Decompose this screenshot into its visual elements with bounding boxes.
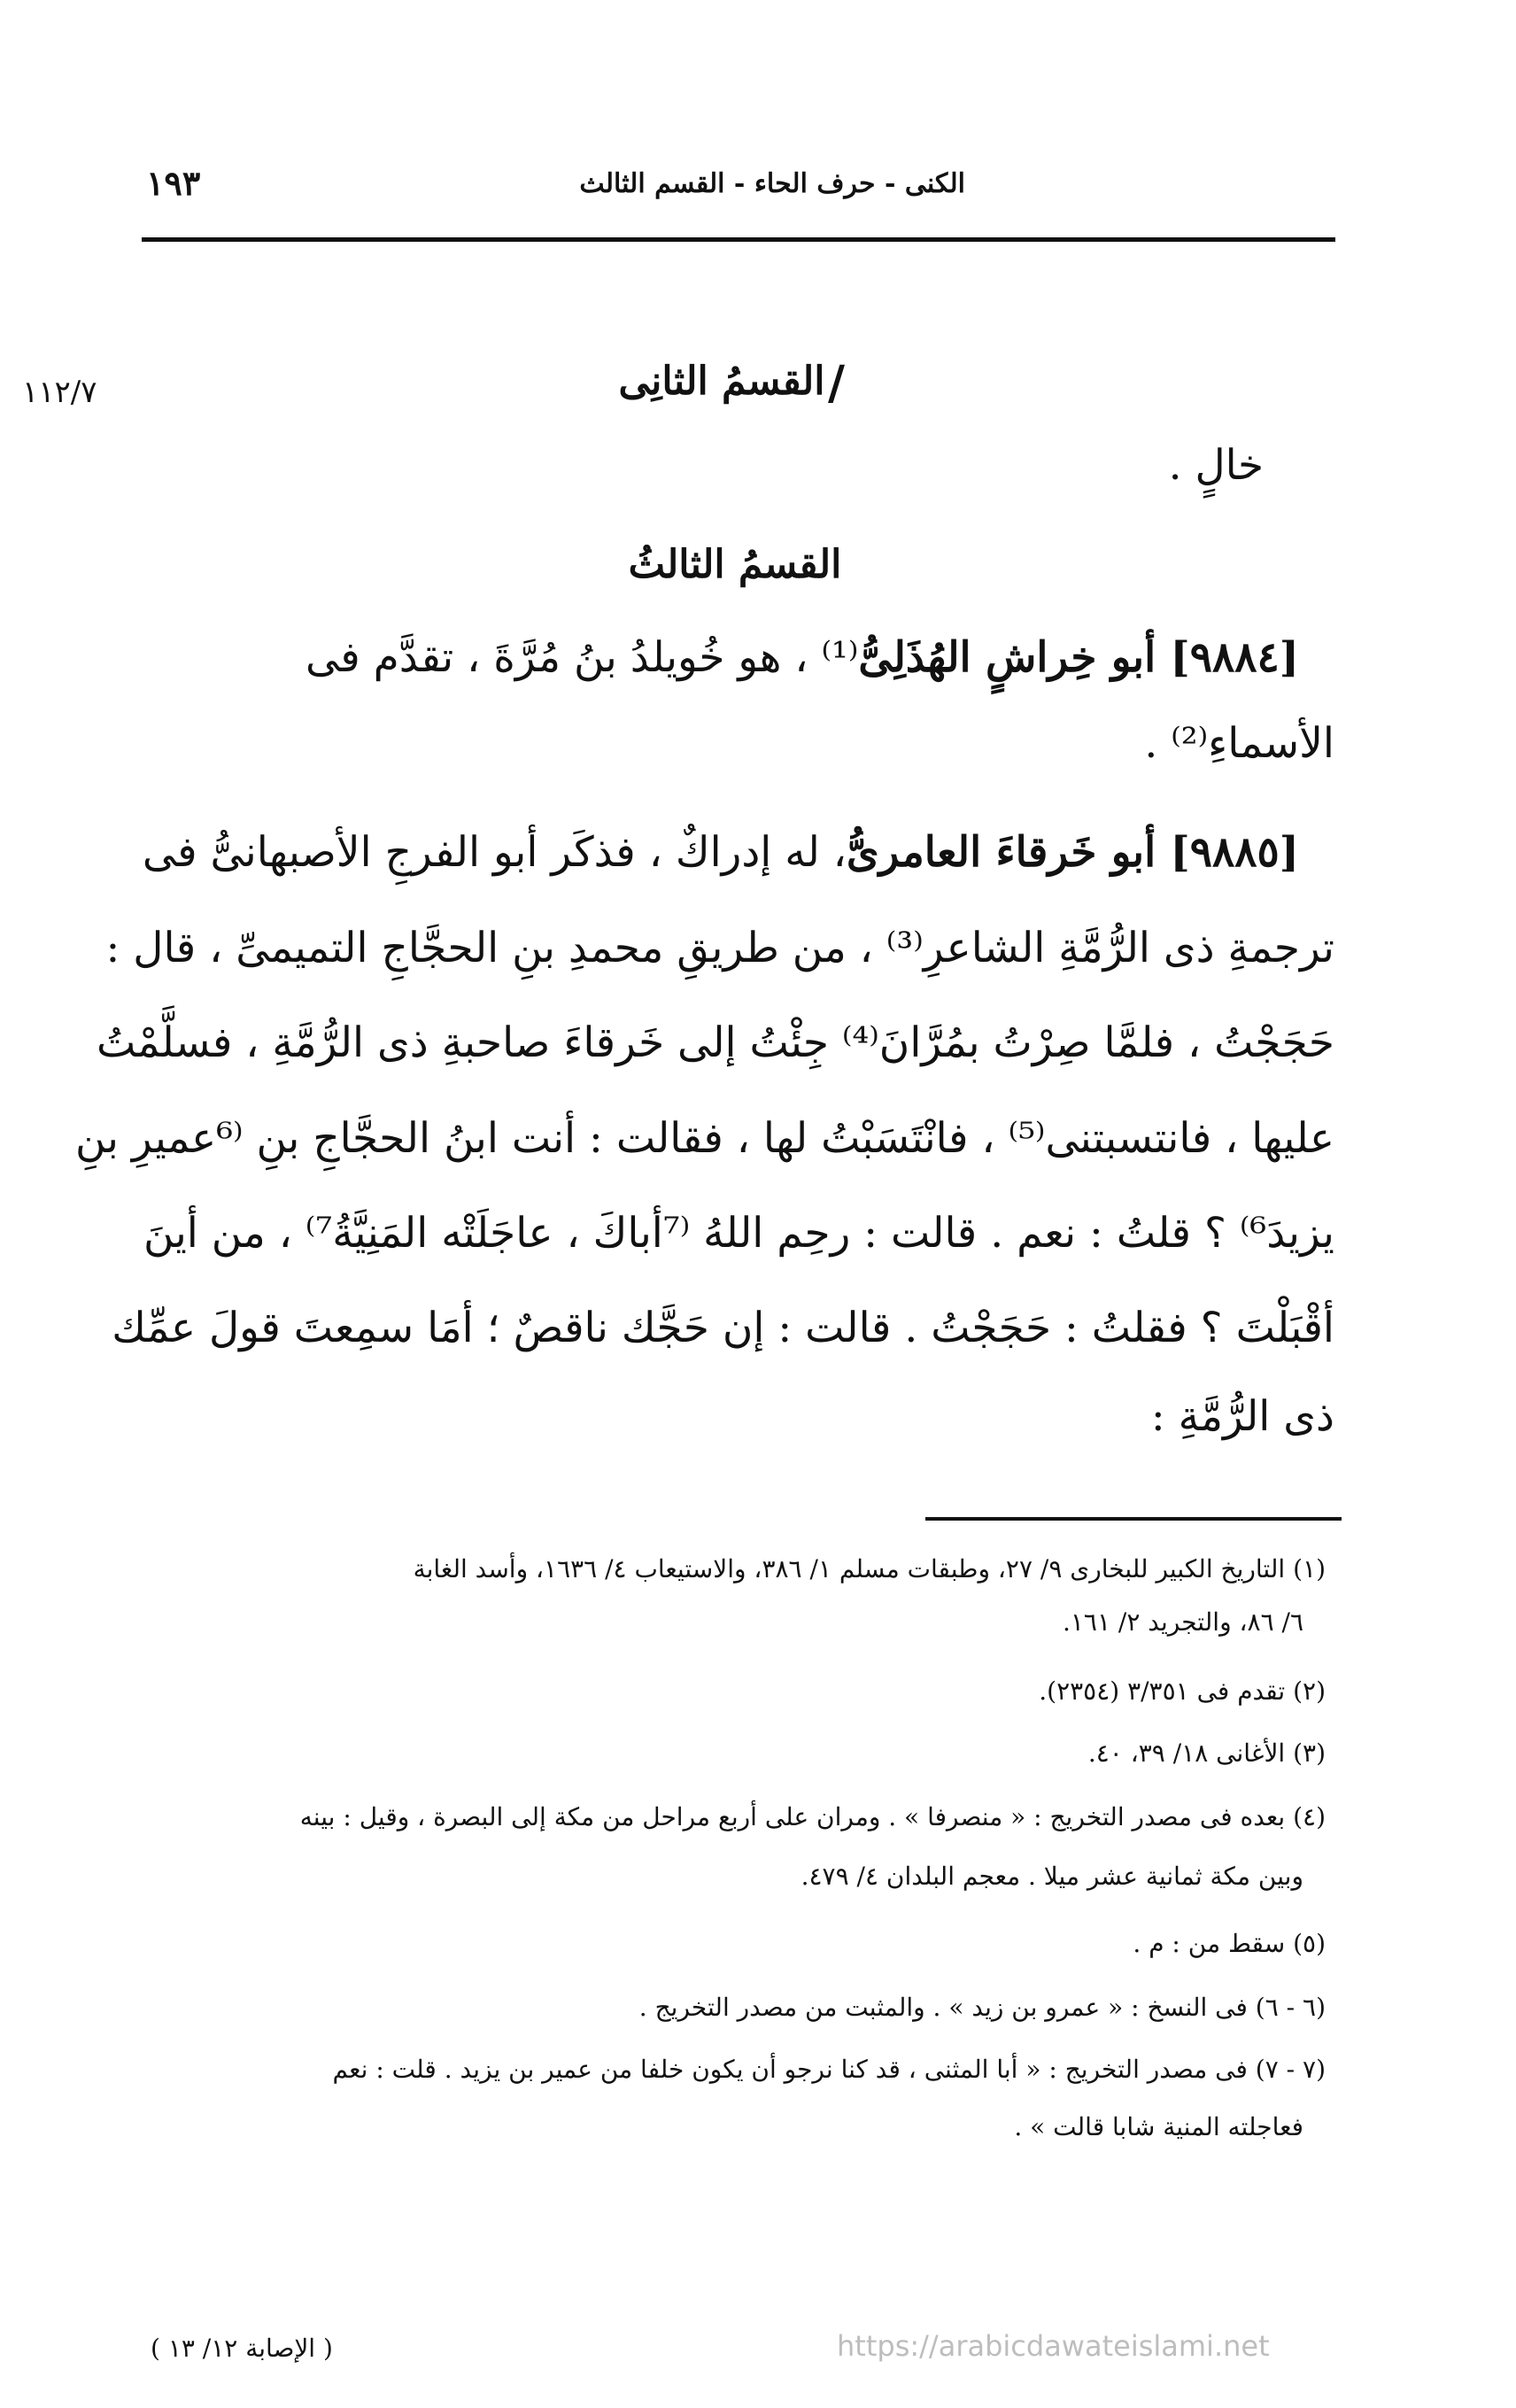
line-text: ، له إدراكٌ ، فذكَر أبو الفرجِ الأصبهانىُّ فى xyxy=(142,828,847,877)
running-header xyxy=(142,163,1335,213)
footnote-line: ٦/ ٨٦، والتجريد ٢/ ١٦١. xyxy=(1062,1607,1303,1637)
footnote-line: (٥) سقط من : م . xyxy=(1133,1929,1326,1958)
footnote-line: فعاجلته المنية شابا قالت » . xyxy=(1014,2112,1303,2141)
watermark-url: https://arabicdawateislami.net xyxy=(837,2329,1270,2363)
line-text: حَجَجْتُ ، فلمَّا صِرْتُ بمُرَّانَ⁽⁴⁾ جِئْتُ إلى خَرقاءَ صاحبةِ ذى الرُّمَّةِ ، فسلَّمْتُ xyxy=(97,1018,1334,1067)
body-line xyxy=(112,1304,1334,1352)
body-line xyxy=(143,828,1299,877)
footnote-line: (١) التاريخ الكبير للبخارى ٩/ ٢٧، وطبقات مسلم ١/ ٣٨٦، والاستيعاب ٤/ ١٦٣٦، وأسد الغابة xyxy=(413,1554,1326,1583)
line-text: ترجمةِ ذى الرُّمَّةِ الشاعرِ⁽³⁾ ، من طريقِ محمدِ بنِ الحجَّاجِ التميمىِّ ، قال : xyxy=(105,924,1334,972)
line-text: عليها ، فانتسبتنى⁽⁵⁾ ، فانْتَسَبْتُ لها ، فقالت : أنت ابنُ الحجَّاجِ بنِ ⁽⁶عميرِ بنِ xyxy=(75,1114,1334,1163)
footnote-line: (٦ - ٦) فى النسخ : « عمرو بن زيد » . والمثبت من مصدر التخريج . xyxy=(638,1993,1326,2022)
body-line xyxy=(97,1018,1334,1067)
section-three-heading: القسمُ الثالثُ xyxy=(628,542,842,587)
footnote-rule xyxy=(925,1517,1342,1521)
body-line xyxy=(1144,719,1334,768)
body-line xyxy=(143,1209,1334,1258)
footnote-line: (٢) تقدم فى ٣/٣٥١ (٢٣٥٤). xyxy=(1039,1676,1326,1706)
source-reference: ( الإصابة ١٢/ ١٣ ) xyxy=(151,2334,333,2363)
footnote-line: وبين مكة ثمانية عشر ميلا . معجم البلدان ٤/ ٤٧٩. xyxy=(801,1862,1303,1891)
page-number: ١٩٣ xyxy=(146,163,201,203)
footnote-line: (٣) الأغانى ١٨/ ٣٩، ٤٠. xyxy=(1087,1738,1326,1768)
line-text: ⁽¹⁾ ، هو خُويلدُ بنُ مُرَّةَ ، تقدَّم فى xyxy=(306,633,859,682)
line-text: ذى الرُّمَّةِ : xyxy=(1150,1392,1334,1441)
body-line xyxy=(1151,1392,1334,1441)
body-line xyxy=(106,924,1334,972)
line-text: الأسماءِ⁽²⁾ . xyxy=(1144,719,1334,768)
line-text: يزيدَ⁶⁾ ؟ قلتُ : نعم . قالت : رحِم اللهُ ⁽⁷أباكَ ، عاجَلَتْه المَنِيَّةُ⁷⁾ ، من أينَ xyxy=(143,1209,1334,1258)
footnote-line: (٤) بعده فى مصدر التخريج : « منصرفا » . ومران على أربع مراحل من مكة إلى البصرة ، وقيل : بينه xyxy=(299,1802,1326,1831)
section-two-heading: القسمُ الثانِى xyxy=(618,359,825,404)
entry-heading: [٩٨٨٥] أبو خَرقاءَ العامرىُّ xyxy=(846,828,1299,877)
header-rule xyxy=(142,237,1335,242)
body-line xyxy=(75,1114,1334,1163)
carry-over-line: خالٍ . xyxy=(1168,441,1264,490)
entry-heading: [٩٨٨٤] أبو خِراشٍ الهُذَلِىُّ xyxy=(858,633,1299,682)
page-split-mark: / xyxy=(828,356,845,410)
line-text: أقْبَلْتَ ؟ فقلتُ : حَجَجْتُ . قالت : إن حَجَّك ناقصٌ ؛ أمَا سمِعتَ قولَ عمِّك xyxy=(112,1304,1334,1352)
header-title: الكنى - حرف الحاء - القسم الثالث xyxy=(579,168,965,199)
body-line xyxy=(306,633,1299,682)
margin-volume-reference: ١١٢/٧ xyxy=(22,375,97,410)
footnote-line: (٧ - ٧) فى مصدر التخريج : « أبا المثنى ، قد كنا نرجو أن يكون خلفا من عمير بن يزيد . قلت : نعم xyxy=(332,2055,1326,2084)
